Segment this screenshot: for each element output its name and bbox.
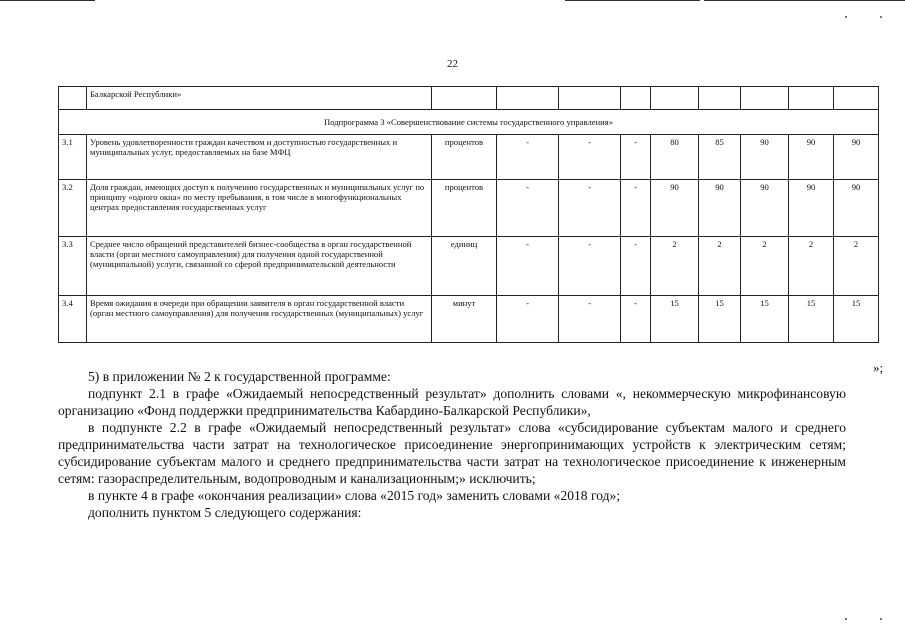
table-row: [59, 237, 879, 296]
indicator-name: Время ожидания в очереди при обращении заявителя в орган государственной власти (орган местного самоуправления) для получения государственных (муниципальных) услуг: [87, 296, 432, 343]
value-cell: 90: [834, 180, 879, 237]
table-cell: [559, 87, 621, 110]
value-cell: -: [621, 296, 651, 343]
row-number: 3.2: [59, 180, 87, 237]
scan-speck: [845, 16, 847, 18]
header-row-label: Балкарской Республики»: [87, 87, 432, 110]
indicator-name: Доля граждан, имеющих доступ к получению государственных и муниципальных услуг по принципу «одного окна» по месту пребывания, в том числе в многофункциональных центрах предоставления государственных услуг: [87, 180, 432, 237]
paragraph: 5) в приложении № 2 к государственной программе:: [88, 369, 391, 384]
value-cell: -: [621, 135, 651, 180]
unit-cell: единиц: [432, 237, 497, 296]
value-cell: -: [559, 237, 621, 296]
value-cell: 90: [789, 180, 834, 237]
value-cell: -: [497, 180, 559, 237]
value-cell: 90: [699, 180, 741, 237]
value-cell: 90: [789, 135, 834, 180]
value-cell: -: [497, 135, 559, 180]
table-row: [59, 296, 879, 343]
value-cell: 2: [699, 237, 741, 296]
scan-speck: [845, 618, 847, 620]
unit-cell: процентов: [432, 180, 497, 237]
paragraph: дополнить пунктом 5 следующего содержания:: [88, 505, 362, 520]
table-cell: [621, 87, 651, 110]
row-number: 3.3: [59, 237, 87, 296]
table-cell: [59, 87, 87, 110]
table-cell: [651, 87, 699, 110]
value-cell: 90: [651, 180, 699, 237]
value-cell: 15: [834, 296, 879, 343]
unit-cell: минут: [432, 296, 497, 343]
row-number: 3.1: [59, 135, 87, 180]
value-cell: -: [559, 180, 621, 237]
page-number: 22: [447, 58, 458, 70]
table-row: [59, 135, 879, 180]
value-cell: 15: [741, 296, 789, 343]
value-cell: 2: [651, 237, 699, 296]
paragraph: подпункт 2.1 в графе «Ожидаемый непосредственный результат» дополнить словами «, некоммерческую микрофинансовую организацию «Фонд поддержки предпринимательства Кабардино-Балкарской Республики»,: [58, 386, 846, 418]
scan-speck: [880, 618, 882, 620]
value-cell: 2: [789, 237, 834, 296]
value-cell: -: [497, 237, 559, 296]
table-cell: [497, 87, 559, 110]
value-cell: 85: [699, 135, 741, 180]
paragraph: в подпункте 2.2 в графе «Ожидаемый непосредственный результат» слова «субсидирование субъектам малого и среднего предпринимательства части затрат на технологическое присоединение энергопринимающих устройств к электрическим сетям; субсидирование субъектам малого и среднего предпринимательства части затрат на технологическое присоединение к инженерным сетям: газораспределительным, водопроводным и канализационным;» исключить;: [58, 420, 846, 486]
table-cell: [432, 87, 497, 110]
subprogram-title: Подпрограмма 3 «Совершенствование системы государственного управления»: [59, 110, 879, 135]
value-cell: 15: [789, 296, 834, 343]
table-row: [59, 180, 879, 237]
value-cell: -: [559, 135, 621, 180]
value-cell: 90: [834, 135, 879, 180]
indicator-name: Уровень удовлетворенности граждан качеством и доступностью государственных и муниципальных услуг, предоставляемых на базе МФЦ: [87, 135, 432, 180]
scan-edge-line: [565, 0, 700, 1]
value-cell: -: [621, 237, 651, 296]
scan-speck: [880, 16, 882, 18]
table-row: [59, 110, 879, 135]
value-cell: 80: [651, 135, 699, 180]
table-cell: [699, 87, 741, 110]
value-cell: -: [497, 296, 559, 343]
indicators-table: [58, 86, 879, 343]
unit-cell: процентов: [432, 135, 497, 180]
body-text: [58, 368, 846, 521]
row-number: 3.4: [59, 296, 87, 343]
value-cell: 2: [741, 237, 789, 296]
table-cell: [741, 87, 789, 110]
value-cell: -: [559, 296, 621, 343]
table-cell: [789, 87, 834, 110]
value-cell: 15: [699, 296, 741, 343]
table-cell: [834, 87, 879, 110]
paragraph: в пункте 4 в графе «окончания реализации» слова «2015 год» заменить словами «2018 год»;: [88, 488, 621, 503]
value-cell: 90: [741, 135, 789, 180]
table-row: [59, 87, 879, 110]
value-cell: 15: [651, 296, 699, 343]
closing-quote: »;: [873, 360, 884, 375]
value-cell: -: [621, 180, 651, 237]
indicator-name: Среднее число обращений представителей бизнес-сообщества в орган государственной власти (орган местного самоуправления) для получения одной государственной (муниципальной) услуги, связанной со сферой предпринимательской деятельности: [87, 237, 432, 296]
scan-edge-line: [0, 0, 95, 1]
value-cell: 2: [834, 237, 879, 296]
scan-edge-line: [704, 0, 905, 1]
value-cell: 90: [741, 180, 789, 237]
